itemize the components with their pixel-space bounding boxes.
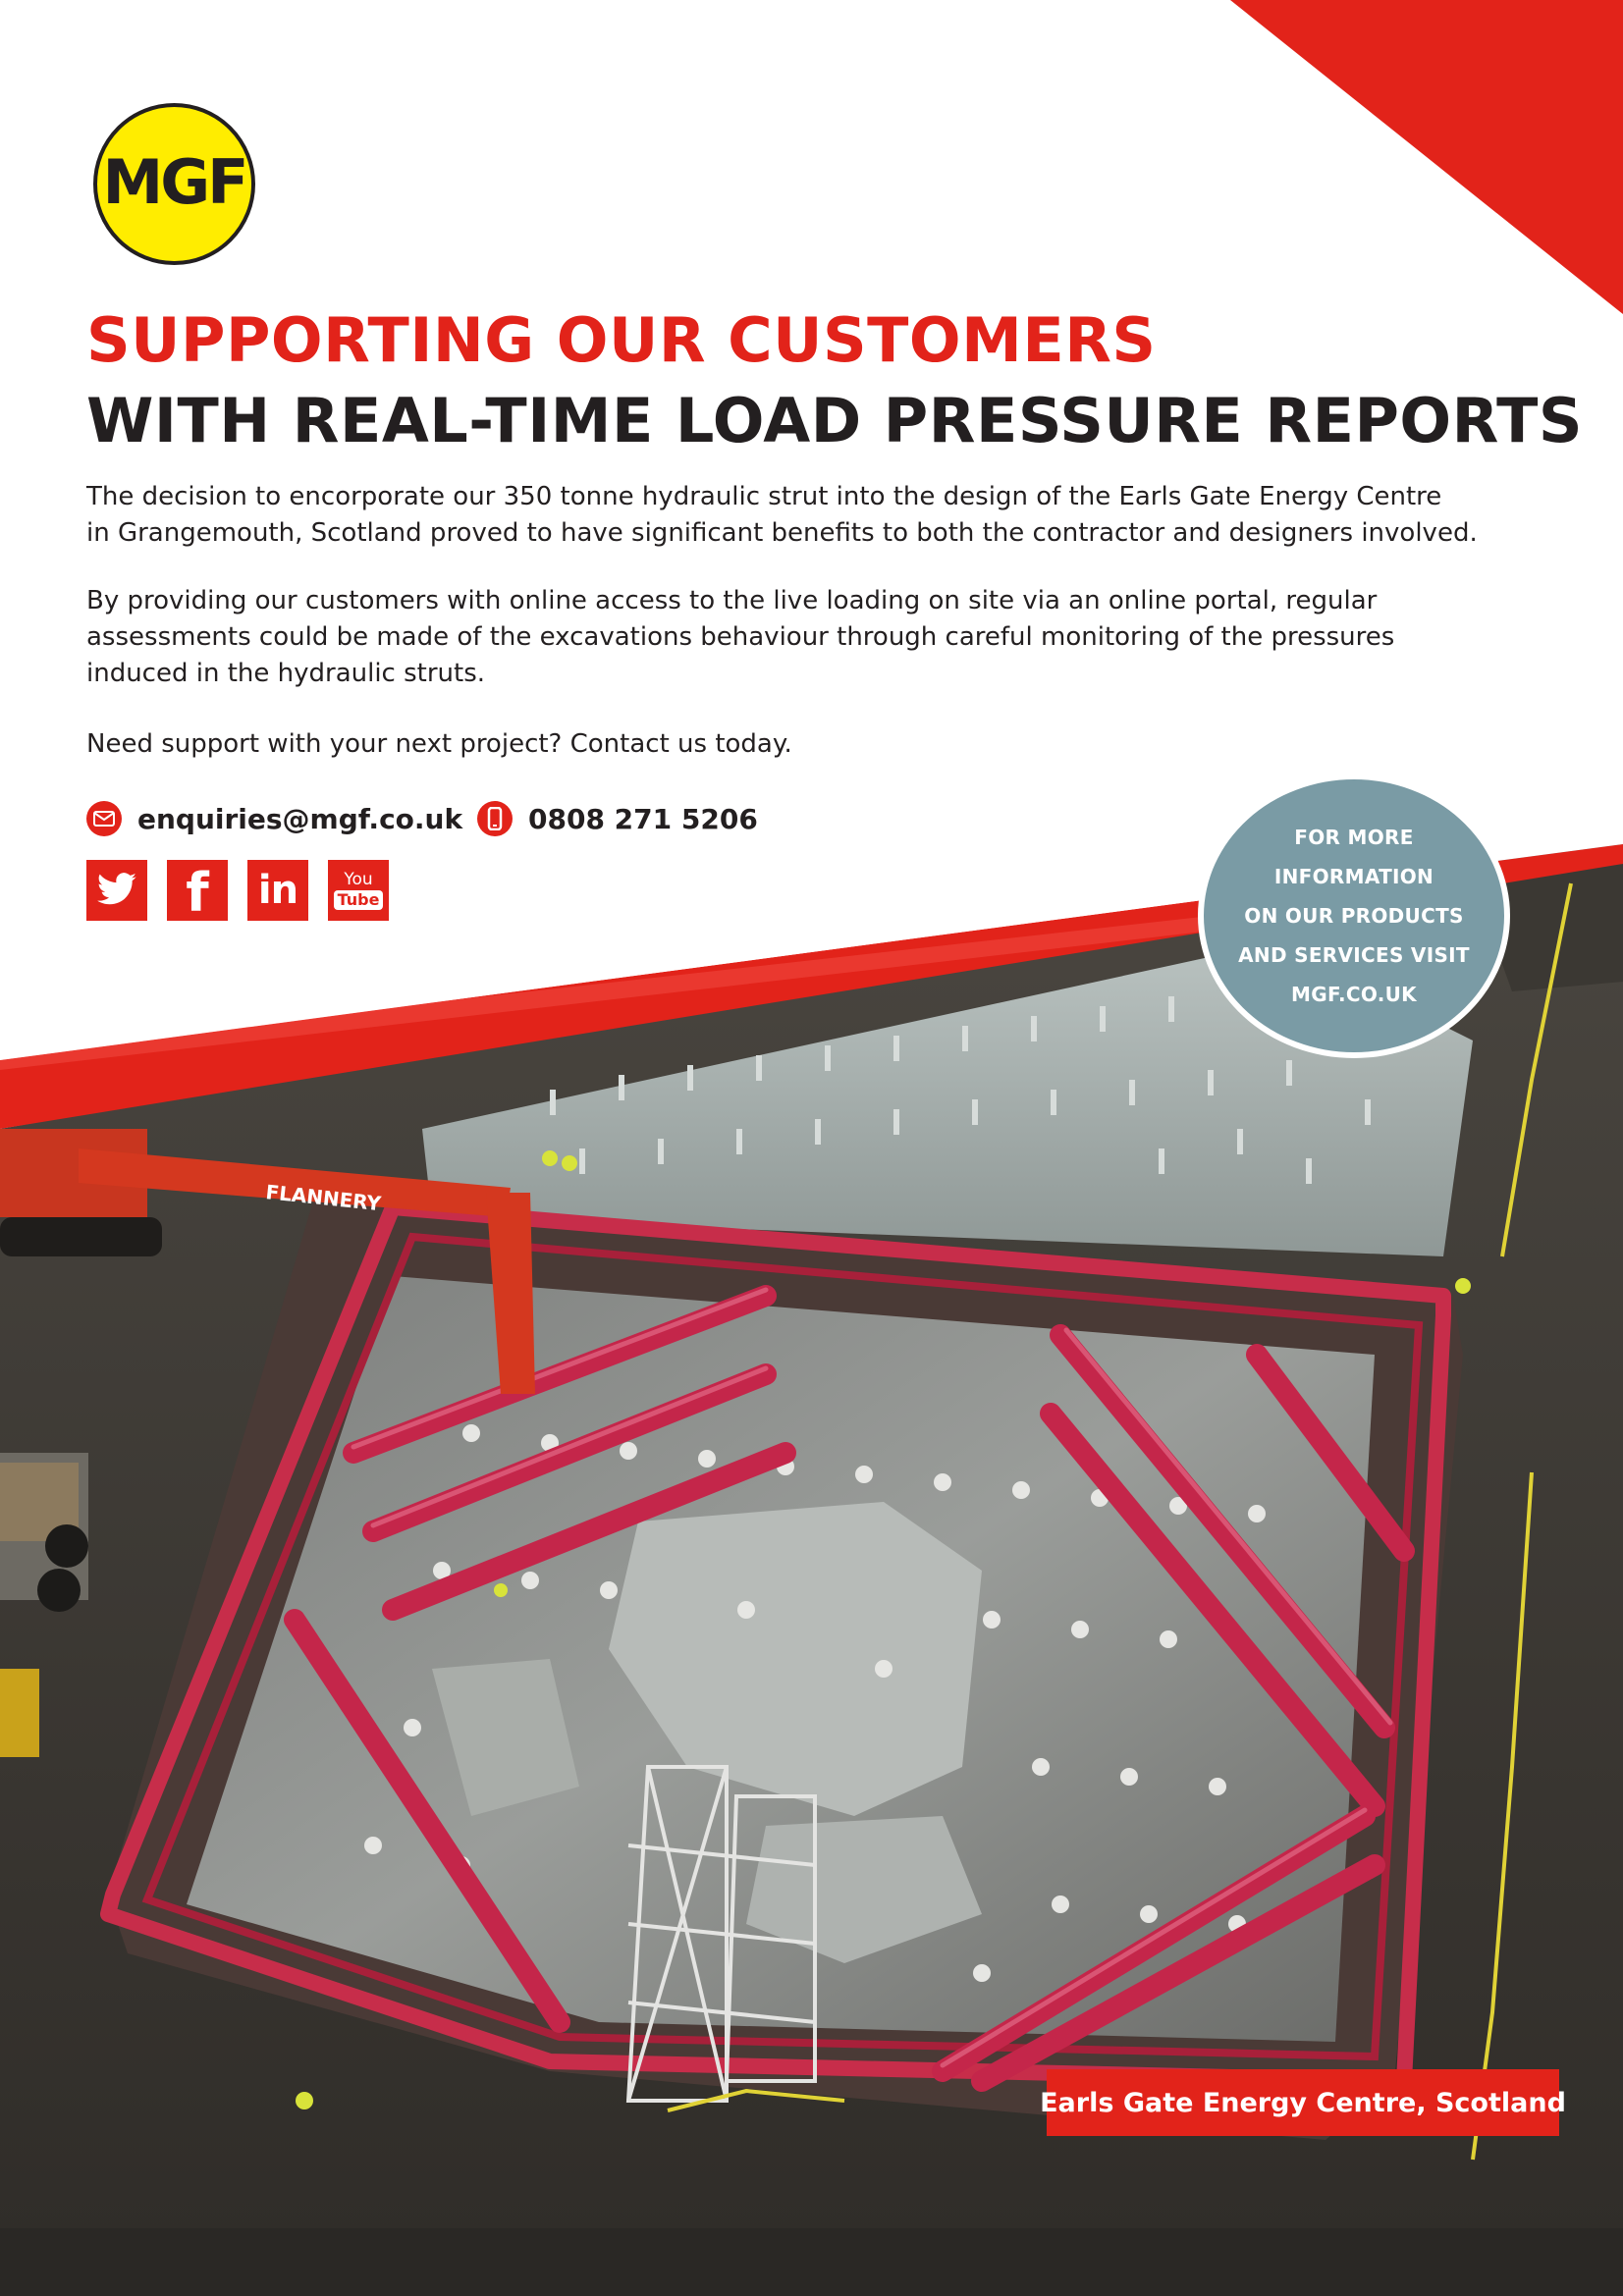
info-circle [1198, 774, 1510, 1058]
linkedin-icon[interactable] [247, 860, 308, 921]
portal-line-3: induced in the hydraulic struts. [86, 659, 486, 688]
facebook-icon[interactable] [167, 860, 228, 924]
email-address[interactable]: enquiries@mgf.co.uk [137, 802, 463, 835]
intro-line-1: The decision to encorporate our 350 tonne hydraulic strut into the design of the Earls Gate Energy Centre [86, 482, 1442, 511]
info-line-2: ON OUR PRODUCTS [1244, 904, 1464, 928]
email-icon [86, 801, 122, 836]
logo-text: MGF [102, 146, 246, 218]
machine-label: FLANNERY [264, 1180, 383, 1216]
portal-line-1: By providing our customers with online access to the live loading on site via an online portal, regular [86, 586, 1378, 615]
mgf-logo [93, 103, 255, 265]
portal-line-2: assessments could be made of the excavations behaviour through careful monitoring of the pressures [86, 622, 1395, 652]
info-line-1: FOR MORE INFORMATION [1273, 826, 1434, 888]
phone-number[interactable]: 0808 271 5206 [528, 802, 758, 835]
portal-paragraph [86, 583, 1549, 692]
headline-line-1: SUPPORTING OUR CUSTOMERS [86, 304, 1157, 376]
intro-line-2: in Grangemouth, Scotland proved to have significant benefits to both the contractor and designers involved. [86, 518, 1478, 548]
info-link[interactable]: MGF.CO.UK [1291, 983, 1417, 1006]
info-line-3: AND SERVICES VISIT [1238, 943, 1470, 967]
youtube-icon[interactable] [328, 860, 389, 921]
headline-line-2: WITH REAL-TIME LOAD PRESSURE REPORTS [86, 385, 1584, 456]
youtube-bottom: Tube [334, 890, 384, 910]
phone-icon [477, 801, 513, 836]
intro-paragraph [86, 479, 1549, 552]
phone-contact[interactable] [477, 799, 758, 838]
cta-paragraph: Need support with your next project? Contact us today. [86, 729, 792, 759]
email-contact[interactable] [86, 799, 462, 838]
linkedin-glyph: in [257, 868, 298, 913]
facebook-glyph: f [186, 862, 209, 924]
twitter-icon[interactable] [86, 860, 147, 921]
photo-caption: Earls Gate Energy Centre, Scotland [1047, 2069, 1559, 2136]
social-links [86, 860, 389, 924]
youtube-top: You [344, 870, 373, 889]
